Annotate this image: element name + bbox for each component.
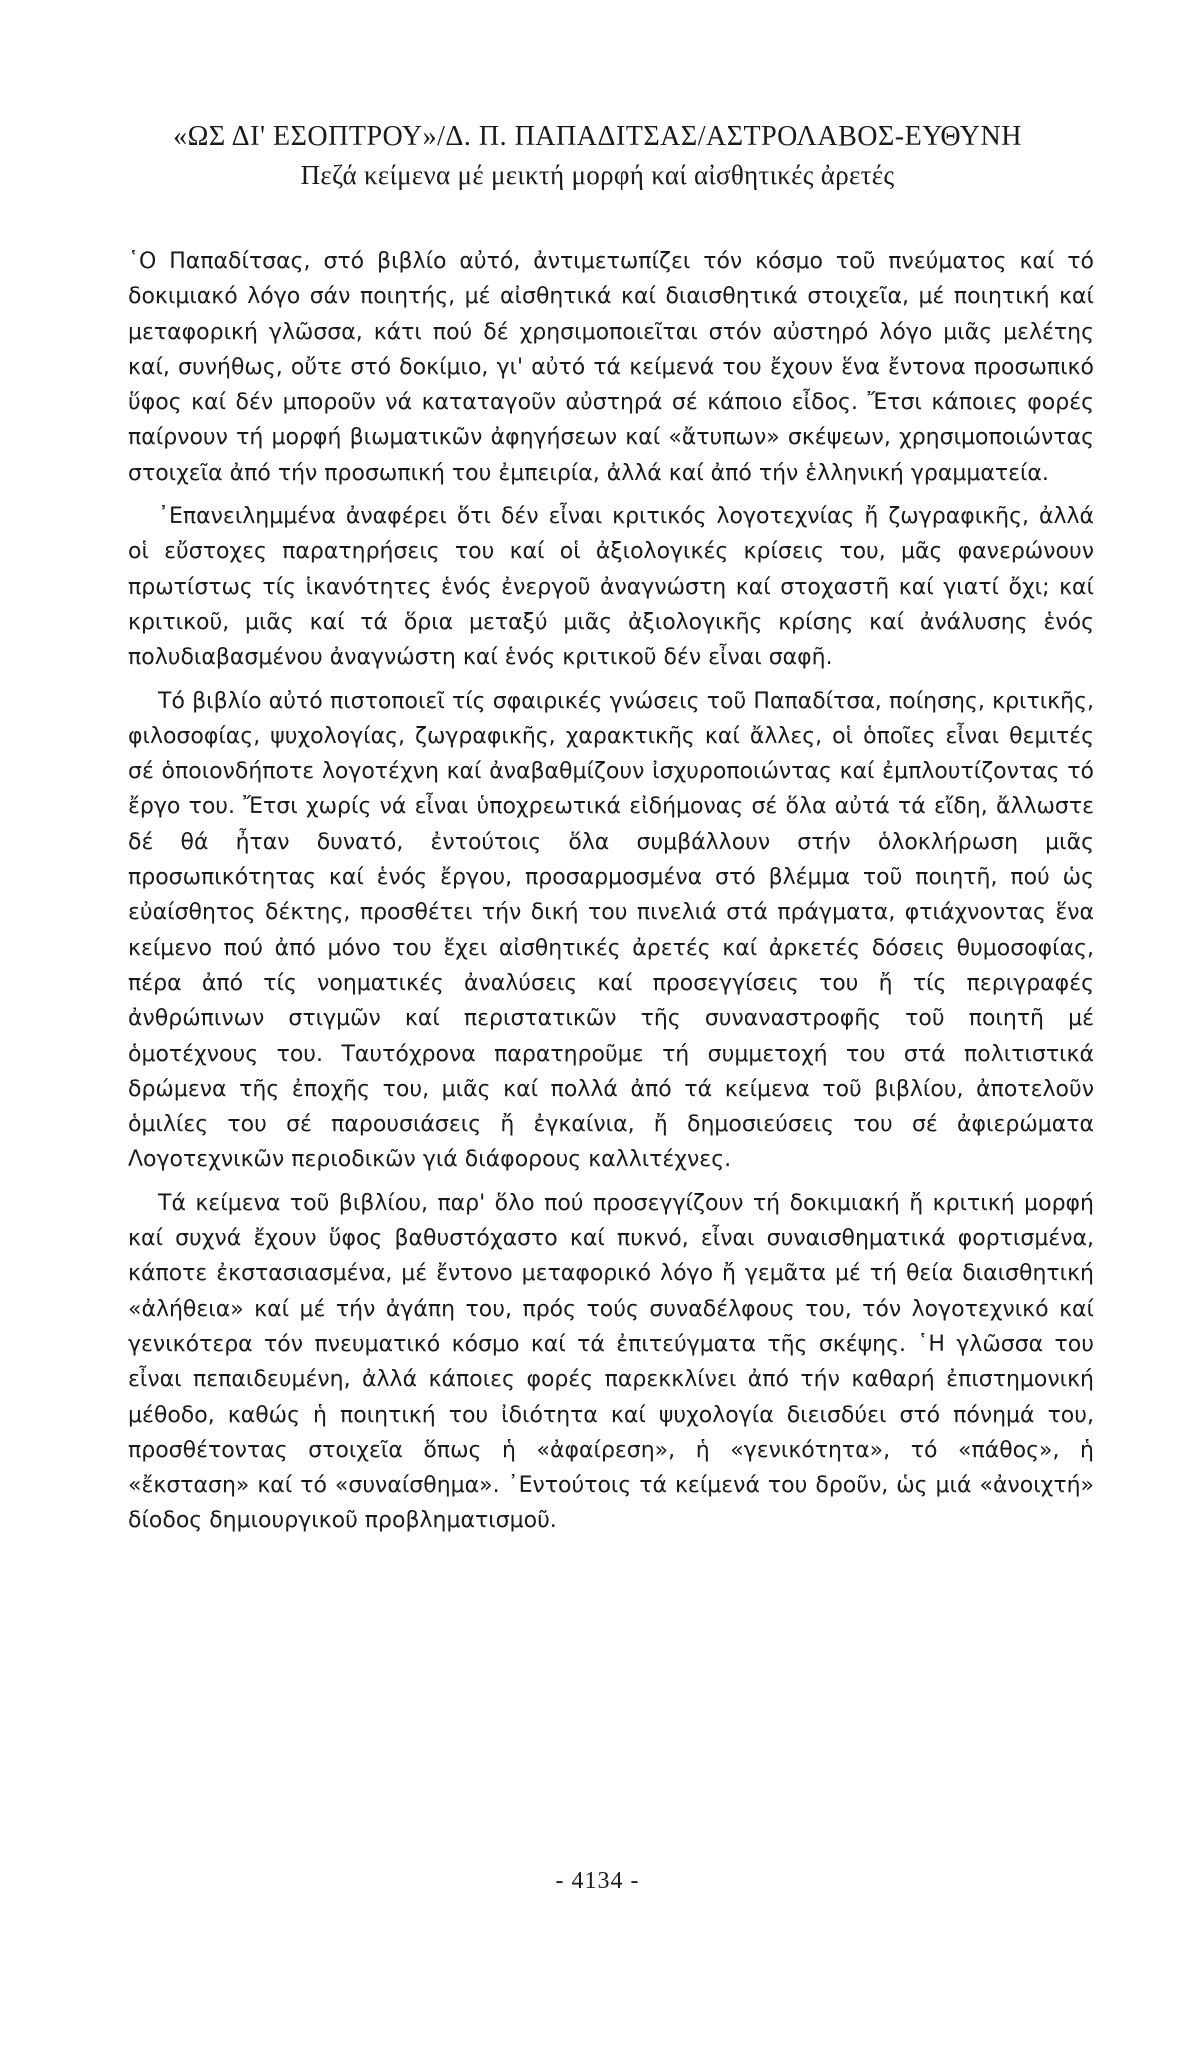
paragraph-3: Τό βιβλίο αὐτό πιστοποιεῖ τίς σφαιρικές γνώσεις τοῦ Παπαδίτσα, ποίησης, κριτικῆς, φιλοσοφίας, ψυχολογίας, ζωγραφικῆς, χαρακτικῆς καί ἄλλες, οἱ ὁποῖες εἶναι θεμιτές σέ ὁποιονδήποτε λογοτέχνη καί ἀναβαθμίζουν ἰσχυροποιώντας καί ἐμπλουτίζοντας τό ἔργο του. Ἔτσι χωρίς νά εἶναι ὑποχρεωτικά εἰδήμονας σέ ὅλα αὐτά τά εἴδη, ἄλλωστε δέ θά ἦταν δυνατό, ἐντούτοις ὅλα συμβάλλουν στήν ὁλοκλήρωση μιᾶς προσωπικότητας καί ἑνός ἔργου, προσαρμοσμένα στό βλέμμα τοῦ ποιητῆ, πού ὡς εὐαίσθητος δέκτης, προσθέτει τήν δική του πινελιά στά πράγματα, φτιάχνοντας ἕνα κείμενο πού ἀπό μόνο του ἔχει αἰσθητικές ἀρετές καί ἀρκετές δόσεις θυμοσοφίας, πέρα ἀπό τίς νοηματικές ἀναλύσεις καί προσεγγίσεις του ἤ τίς περιγραφές ἀνθρώπινων στιγμῶν καί περιστατικῶν τῆς συναναστροφῆς τοῦ ποιητῆ μέ ὁμοτέχνους του. Ταυτόχρονα παρατηροῦμε τή συμμετοχή του στά πολιτιστικά δρώμενα τῆς ἐποχῆς του, μιᾶς καί πολλά ἀπό τά κείμενα τοῦ βιβλίου, ἀποτελοῦν ὁμιλίες του σέ παρουσιάσεις ἤ ἐγκαίνια, ἤ δημοσιεύσεις του σέ ἀφιερώματα Λογοτεχνικῶν περιοδικῶν γιά διάφορους καλλιτέχνες. [128, 688, 1094, 1173]
running-header [0, 118, 1195, 194]
header-title: «ΩΣ ΔΙ' ΕΣΟΠΤΡΟΥ»/Δ. Π. ΠΑΠΑΔΙΤΣΑΣ/ΑΣΤΡΟΛΑΒΟΣ-ΕΥΘΥΝΗ [173, 121, 1022, 152]
paragraph-4: Τά κείμενα τοῦ βιβλίου, παρ' ὅλο πού προσεγγίζουν τή δοκιμιακή ἤ κριτική μορφή καί συχνά ἔχουν ὕφος βαθυστόχαστο καί πυκνό, εἶναι συναισθηματικά φορτισμένα, κάποτε ἐκστασιασμένα, μέ ἔντονο μεταφορικό λόγο ἤ γεμᾶτα μέ τή θεία διαισθητική «ἀλήθεια» καί μέ τήν ἀγάπη του, πρός τούς συναδέλφους του, τόν λογοτεχνικό καί γενικότερα τόν πνευματικό κόσμο καί τά ἐπιτεύγματα τῆς σκέψης. ῾Η γλῶσσα του εἶναι πεπαιδευμένη, ἀλλά κάποιες φορές παρεκκλίνει ἀπό τήν καθαρή ἐπιστημονική μέθοδο, καθώς ἡ ποιητική του ἰδιότητα καί ψυχολογία διεισδύει στό πόνημά του, προσθέτοντας στοιχεῖα ὅπως ἡ «ἀφαίρεση», ἡ «γενικότητα», τό «πάθος», ἡ «ἔκσταση» καί τό «συναίσθημα». ᾿Εντούτοις τά κείμενά του δροῦν, ὡς μιά «ἀνοιχτή» δίοδος δημιουργικοῦ προβληματισμοῦ. [128, 1190, 1094, 1534]
paragraph-2: ᾿Επανειλημμένα ἀναφέρει ὅτι δέν εἶναι κριτικός λογοτεχνίας ἤ ζωγραφικῆς, ἀλλά οἱ εὔστοχες παρατηρήσεις του καί οἱ ἀξιολογικές κρίσεις του, μᾶς φανερώνουν πρωτίστως τίς ἱκανότητες ἑνός ἐνεργοῦ ἀναγνώστη καί στοχαστῆ καί γιατί ὄχι; καί κριτικοῦ, μιᾶς καί τά ὅρια μεταξύ μιᾶς ἀξιολογικῆς κρίσης καί ἀνάλυσης ἑνός πολυδιαβασμένου ἀναγνώστη καί ἑνός κριτικοῦ δέν εἶναι σαφῆ. [128, 504, 1094, 671]
page-number: - 4134 - [555, 1868, 640, 1894]
header-subtitle: Πεζά κείμενα μέ μεικτή μορφή καί αἰσθητικές ἀρετές [300, 160, 895, 190]
body-text [128, 244, 1094, 1547]
paragraph-1: ῾Ο Παπαδίτσας, στό βιβλίο αὐτό, ἀντιμετωπίζει τόν κόσμο τοῦ πνεύματος καί τό δοκιμιακό λόγο σάν ποιητής, μέ αἰσθητικά καί διαισθητικά στοιχεῖα, μέ ποιητική καί μεταφορική γλῶσσα, κάτι πού δέ χρησιμοποιεῖται στόν αὐστηρό λόγο μιᾶς μελέτης καί, συνήθως, οὔτε στό δοκίμιο, γι' αὐτό τά κείμενά του ἔχουν ἕνα ἔντονα προσωπικό ὕφος καί δέν μποροῦν νά καταταγοῦν αὐστηρά σέ κάποιο εἶδος. Ἔτσι κάποιες φορές παίρνουν τή μορφή βιωματικῶν ἀφηγήσεων καί «ἄτυπων» σκέψεων, χρησιμοποιώντας στοιχεῖα ἀπό τήν προσωπική του ἐμπειρία, ἀλλά καί ἀπό τήν ἑλληνική γραμματεία. [128, 249, 1094, 486]
